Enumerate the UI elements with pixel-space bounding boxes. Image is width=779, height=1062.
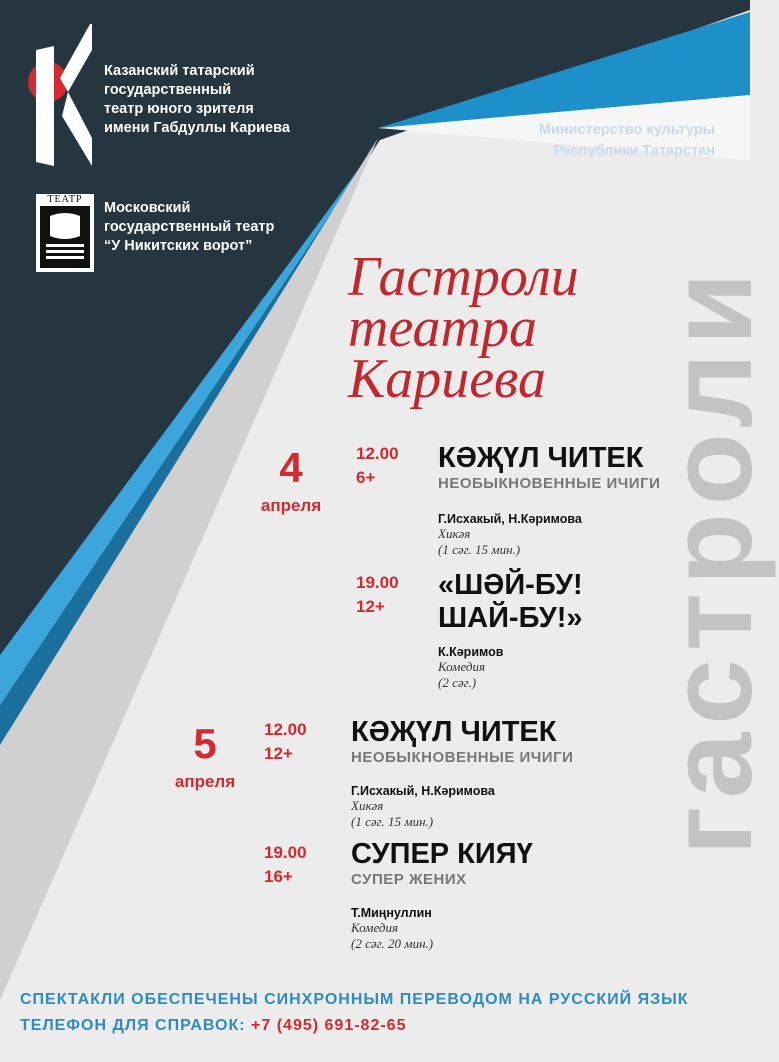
show-time: 19.00 12+ <box>356 573 399 616</box>
show-genre: Хикәя <box>351 798 384 813</box>
poster-title: Гастроли театра Кариева <box>348 246 579 410</box>
day-month: апреля <box>260 496 322 515</box>
show-duration: (2 сәг.) <box>438 675 477 690</box>
show-genre: Хикәя <box>438 526 471 541</box>
show-info <box>351 838 533 952</box>
show-title: СУПЕР КИЯҮ <box>351 838 533 870</box>
org2-name: Московский государственный театр “У Никитских ворот” <box>104 200 275 254</box>
show-time: 19.00 16+ <box>264 843 307 886</box>
show-title: КӘҖҮЛ ЧИТЕК <box>351 716 557 748</box>
show-duration: (2 сәг. 20 мин.) <box>351 936 434 951</box>
show-info <box>438 442 660 558</box>
day-1-date <box>246 444 336 516</box>
day-month: апреля <box>174 772 236 791</box>
show-title: КӘҖҮЛ ЧИТЕК <box>438 442 644 474</box>
show-author: Т.Миңнуллин <box>351 906 432 920</box>
day-number: 5 <box>193 720 217 767</box>
org1-name: Казанский татарский государственный театр юного зрителя имени Габдуллы Кариева <box>104 63 290 136</box>
show-duration: (1 сәг. 15 мин.) <box>351 814 434 829</box>
tyz-theatre-logo <box>22 20 98 168</box>
show-title: «ШӘЙ-БУ! <box>438 569 583 601</box>
show-subtitle: НЕОБЫКНОВЕННЫЕ ИЧИГИ <box>351 749 574 766</box>
show-author: К.Кәримов <box>438 645 504 659</box>
show-info <box>438 569 583 691</box>
day-number: 4 <box>279 444 303 491</box>
show-info <box>351 716 573 830</box>
phone-number: +7 (495) 691-82-65 <box>251 1017 407 1034</box>
show-subtitle: СУПЕР ЖЕНИХ <box>351 871 467 888</box>
phone-line <box>20 1017 406 1035</box>
nikitsky-theatre-logo: ТЕАТР <box>36 194 94 272</box>
day-2-date <box>160 720 250 792</box>
ministry-name: Министерство культуры Республики Татарстан <box>538 122 715 159</box>
show-genre: Комедия <box>351 920 399 935</box>
vertical-tour-word: гастроли <box>645 264 777 856</box>
show-subtitle: НЕОБЫКНОВЕННЫЕ ИЧИГИ <box>438 475 661 492</box>
show-genre: Комедия <box>438 659 486 674</box>
show-title: ШАЙ-БУ!» <box>438 602 583 634</box>
show-time: 12.00 12+ <box>264 720 307 763</box>
translation-note: СПЕКТАКЛИ ОБЕСПЕЧЕНЫ СИНХРОННЫМ ПЕРЕВОДОМ НА РУССКИЙ ЯЗЫК <box>20 991 689 1008</box>
show-author: Г.Исхакый, Н.Кәримова <box>351 784 495 798</box>
show-author: Г.Исхакый, Н.Кәримова <box>438 512 582 526</box>
phone-label: ТЕЛЕФОН ДЛЯ СПРАВОК: <box>20 1017 252 1034</box>
show-time: 12.00 6+ <box>356 444 399 487</box>
show-duration: (1 сәг. 15 мин.) <box>438 542 521 557</box>
